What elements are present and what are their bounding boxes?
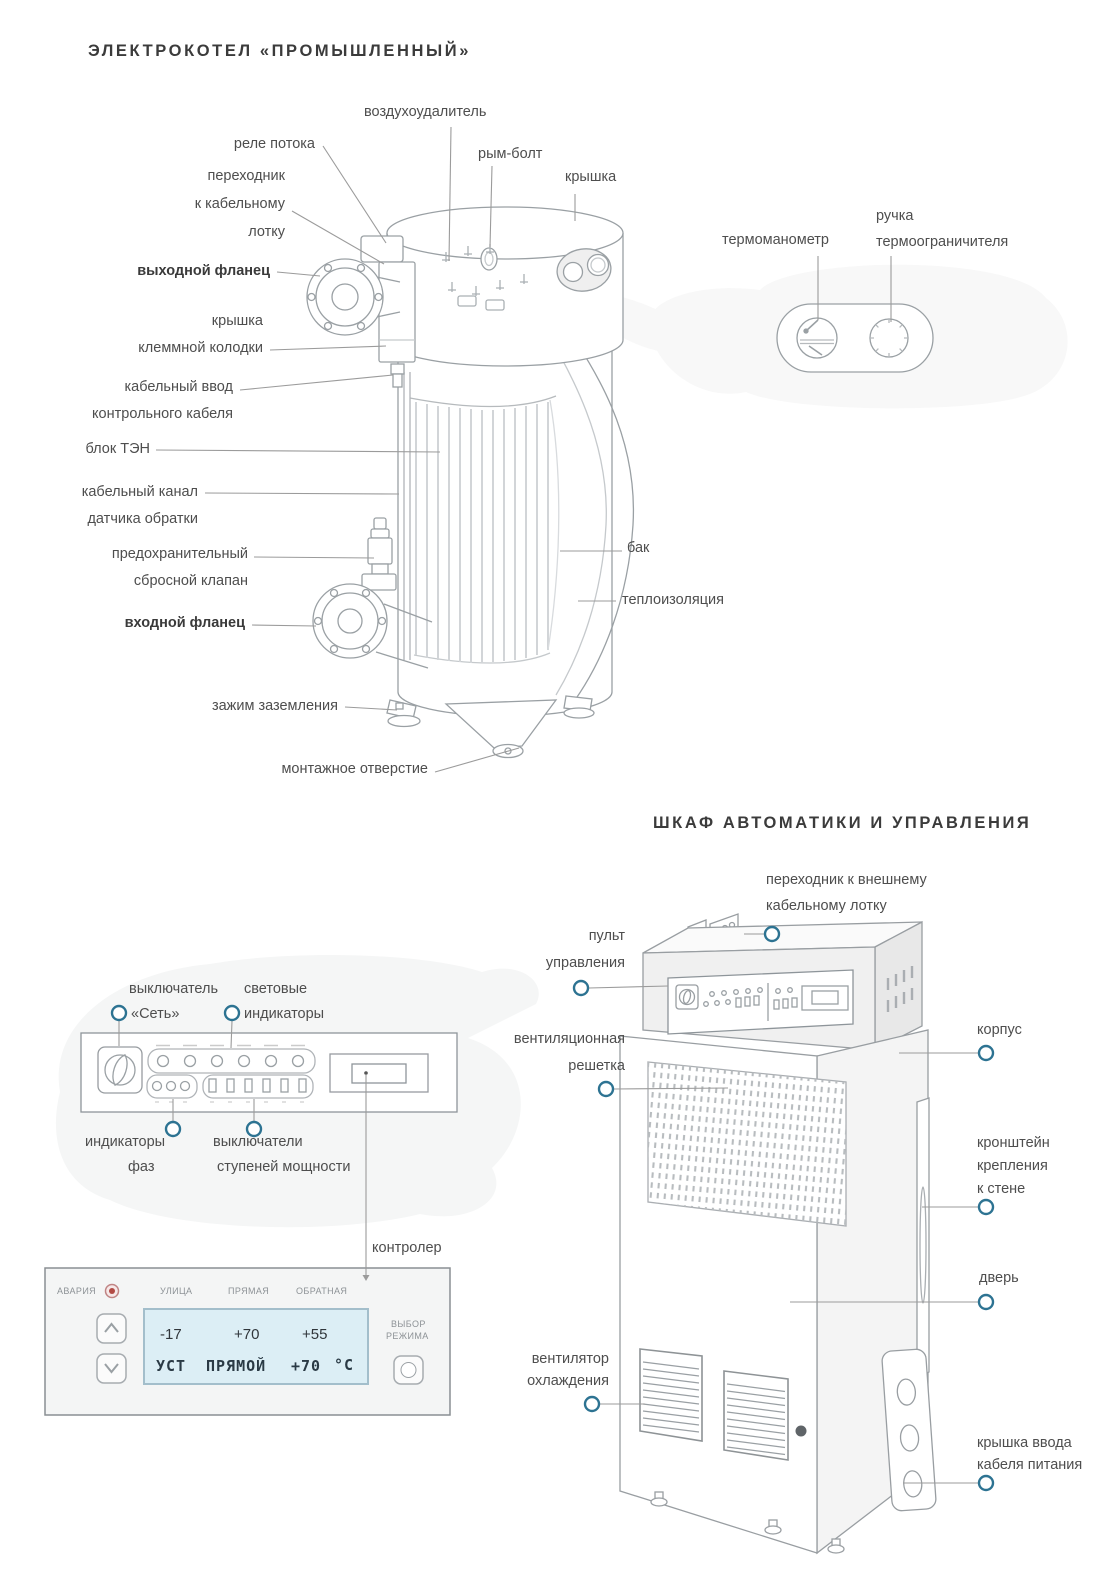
- boiler-drawing: [307, 207, 633, 758]
- value-street-temp: -17: [160, 1326, 182, 1343]
- label-air-vent: воздухоудалитель: [364, 104, 487, 120]
- label-wall-bracket: крепления: [977, 1158, 1048, 1174]
- label-safety-valve: предохранительный: [111, 546, 248, 562]
- label-outlet-flange: выходной фланец: [137, 263, 270, 279]
- label-inlet-flange: входной фланец: [124, 615, 245, 631]
- label-terminal-cover: крышка: [211, 313, 263, 329]
- label-eye-bolt: рым-болт: [478, 146, 543, 162]
- label-cable-entry-cover: крышка ввода: [977, 1435, 1072, 1451]
- label-sensor-channel: датчика обратки: [87, 511, 198, 527]
- label-vent-grille: вентиляционная: [513, 1031, 625, 1047]
- cabinet-drawing: [620, 914, 937, 1553]
- label-flow-relay: реле потока: [233, 136, 315, 152]
- label-tank: бак: [627, 540, 650, 556]
- label-power-step-switches: ступеней мощности: [217, 1159, 351, 1175]
- label-limiter-handle: термоограничителя: [876, 234, 1009, 250]
- alarm-label: АВАРИЯ: [57, 1286, 97, 1296]
- value-supply-temp: +70: [234, 1326, 260, 1343]
- label-limiter-handle: ручка: [876, 208, 914, 224]
- label-tray-adapter: лотку: [248, 224, 285, 240]
- column-street: УЛИЦА: [160, 1286, 193, 1296]
- label-control-panel: управления: [545, 955, 625, 971]
- value-return-temp: +55: [302, 1326, 328, 1343]
- label-light-indicators: индикаторы: [244, 1006, 325, 1022]
- label-heater-block: блок ТЭН: [85, 441, 150, 457]
- label-phase-indicators: индикаторы: [85, 1134, 166, 1150]
- label-light-indicators: световые: [244, 981, 308, 997]
- lcd-mode-label: ПРЯМОЙ: [206, 1357, 267, 1375]
- column-supply: ПРЯМАЯ: [228, 1286, 270, 1296]
- label-wall-bracket: кронштейн: [977, 1135, 1050, 1151]
- label-mounting-hole: монтажное отверстие: [281, 761, 428, 777]
- label-cooling-fan: охлаждения: [527, 1373, 609, 1389]
- label-insulation: теплоизоляция: [622, 592, 724, 608]
- label-tray-adapter: переходник: [207, 168, 285, 184]
- label-ext-tray-adapter: кабельному лотку: [766, 898, 887, 914]
- label-power-switch: «Сеть»: [131, 1006, 180, 1022]
- cabinet-title: ШКАФ АВТОМАТИКИ И УПРАВЛЕНИЯ: [653, 814, 1032, 832]
- label-ext-tray-adapter: переходник к внешнему: [766, 872, 927, 888]
- label-terminal-cover: клеммной колодки: [138, 340, 263, 356]
- label-door: дверь: [979, 1270, 1019, 1286]
- label-lid: крышка: [565, 169, 617, 185]
- label-control-panel: пульт: [588, 928, 625, 944]
- label-vent-grille: решетка: [568, 1058, 625, 1074]
- label-power-step-switches: выключатели: [213, 1134, 303, 1150]
- mode-select-label: РЕЖИМА: [386, 1331, 429, 1341]
- label-cable-gland: кабельный ввод: [124, 379, 233, 395]
- label-cabinet-body: корпус: [977, 1022, 1022, 1038]
- label-thermomanometer: термоманометр: [722, 232, 830, 248]
- label-power-switch: выключатель: [129, 981, 219, 997]
- lcd-unit: °C: [334, 1356, 355, 1374]
- column-return: ОБРАТНАЯ: [296, 1286, 348, 1296]
- label-safety-valve: сбросной клапан: [133, 573, 248, 589]
- label-tray-adapter: к кабельному: [194, 196, 285, 212]
- mode-select-label: ВЫБОР: [391, 1319, 426, 1329]
- label-cooling-fan: вентилятор: [531, 1351, 609, 1367]
- label-controller: контролер: [372, 1240, 442, 1256]
- lcd-set-label: УСТ: [156, 1357, 187, 1375]
- boiler-title: ЭЛЕКТРОКОТЕЛ «ПРОМЫШЛЕННЫЙ»: [88, 42, 471, 60]
- label-phase-indicators: фаз: [128, 1159, 155, 1175]
- lcd-setpoint-value: +70: [291, 1357, 322, 1375]
- label-wall-bracket: к стене: [977, 1181, 1026, 1197]
- label-ground-clamp: зажим заземления: [211, 698, 338, 714]
- label-sensor-channel: кабельный канал: [81, 484, 198, 500]
- label-cable-entry-cover: кабеля питания: [977, 1457, 1083, 1473]
- panel-detail-drawing: [81, 1033, 457, 1112]
- gauge-capsule-drawing: [777, 304, 933, 372]
- label-cable-gland: контрольного кабеля: [92, 406, 233, 422]
